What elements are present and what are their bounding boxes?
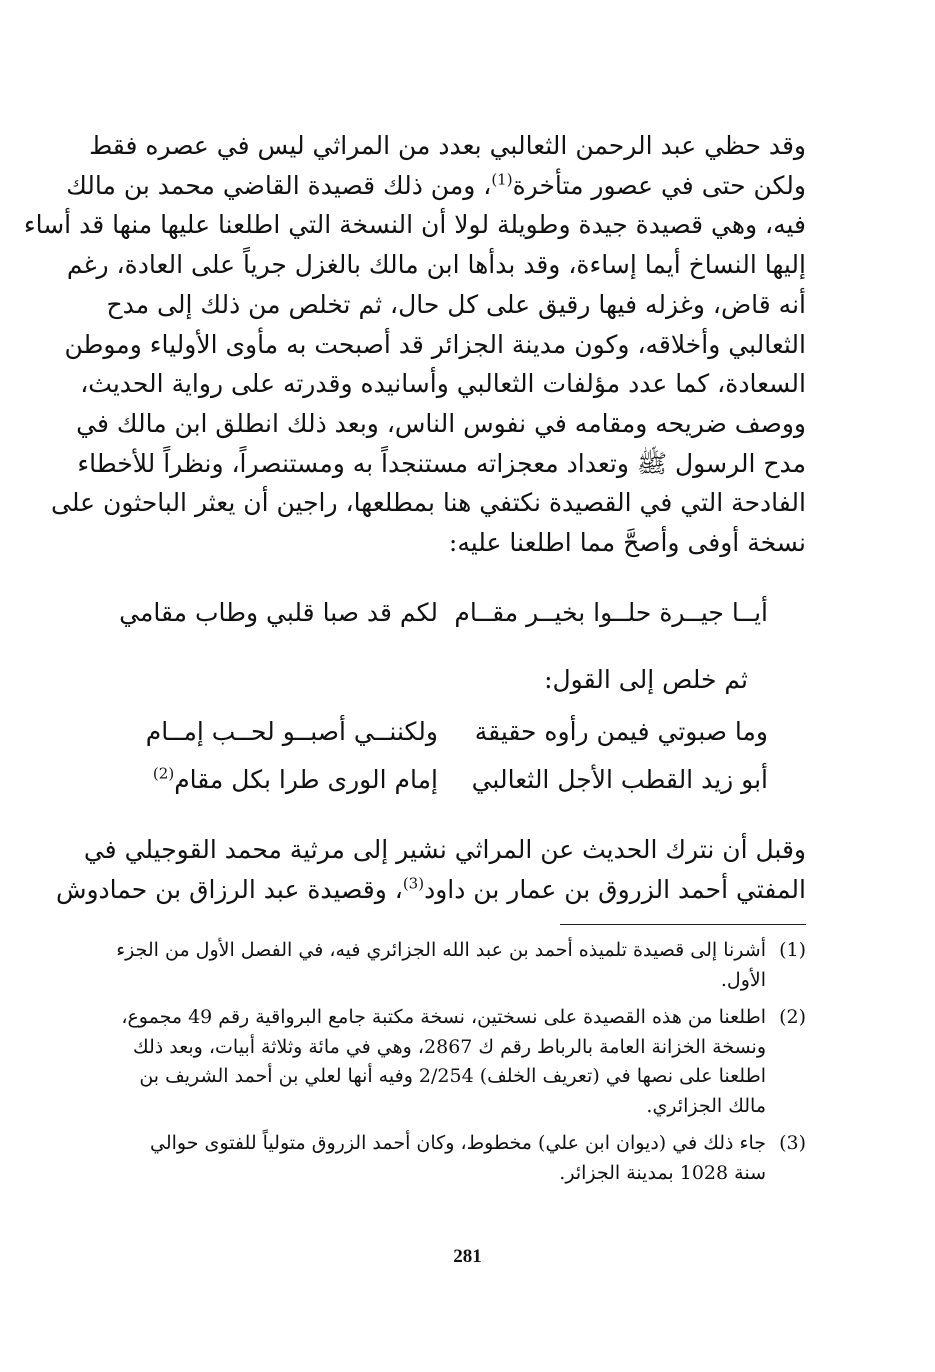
footnote-text [100, 936, 766, 995]
footnote-1 [100, 936, 806, 995]
text-line: ولكن حتى في عصور متأخرة$^{(1)}$، ومن ذلك قصيدة القاضي محمد بن مالك [66, 170, 806, 200]
text-line: أنه قاض، وغزله فيها رقيق على كل حال، ثم تخلص من ذلك إلى مدح [106, 289, 806, 319]
footnote-line: الأول. [720, 968, 766, 991]
text-line: وقبل أن نترك الحديث عن المراثي نشير إلى مرثية محمد القوجيلي في [83, 835, 806, 864]
verse-second-hemistich: ولكننــي أصبــو لحــب إمــام [145, 717, 438, 746]
verse-second-hemistich: لكم قد صبا قلبي وطاب مقامي [119, 598, 438, 627]
text-segment: إمام الورى طرا بكل مقام [174, 765, 438, 794]
footnote-3 [100, 1129, 806, 1188]
verse-first-hemistich: أيــا جيــرة حلــوا بخيــر مقــام [454, 598, 768, 627]
footnote-line: اطلعنا على نصها في (تعريف الخلف) 2/254 وفيه أنها لعلي بن أحمد الشريف بن [139, 1065, 766, 1087]
footnote-line: مالك الجزائري. [646, 1094, 766, 1117]
footnote-line: ونسخة الخزانة العامة بالرباط رقم ك 2867، وهي في مائة وثلاثة أبيات، وبعد ذلك [132, 1035, 766, 1058]
verse-line [100, 708, 806, 756]
footnote-number: (3) [779, 1132, 806, 1154]
verse-line [100, 756, 806, 804]
verse-first-hemistich: وما صبوتي فيمن رأوه حقيقة [474, 717, 768, 746]
text-line: المفتي أحمد الزروق بن عمار بن داود$^{(3)}$، وقصيدة عبد الرزاق بن حمادوش [55, 874, 806, 904]
text-segment: المفتي أحمد الزروق بن عمار بن داود [424, 874, 806, 904]
footnote-line: اطلعنا من هذه القصيدة على نسختين، نسخة مكتبة جامع البرواقية رقم 49 مجموع، [121, 1006, 766, 1028]
footnote-2 [100, 1003, 806, 1121]
text-line: الفادحة التي في القصيدة نكتفي هنا بمطلعها، راجين أن يعثر الباحثون على [51, 488, 806, 518]
verse-line [100, 589, 806, 637]
transition-text: ثم خلص إلى القول: [544, 665, 748, 694]
text-segment: ، وقصيدة عبد الرزاق بن حمادوش [55, 874, 403, 904]
closing-paragraph [55, 830, 806, 909]
text-line: نسخة أوفى وأصحَّ مما اطلعنا عليه: [448, 528, 806, 558]
footnote-text [100, 1129, 766, 1188]
footnote-line: جاء ذلك في (ديوان ابن علي) مخطوط، وكان أحمد الزروق متولياً للفتوى حوالي [150, 1132, 766, 1154]
text-line: فيه، وهي قصيدة جيدة وطويلة لولا أن النسخة التي اطلعنا عليها منها قد أساء [23, 210, 806, 240]
text-segment: ، ومن ذلك قصيدة القاضي محمد بن مالك [66, 170, 492, 200]
footnote-line: أشرنا إلى قصيدة تلميذه أحمد بن عبد الله الجزائري فيه، في الفصل الأول من الجزء [116, 939, 766, 961]
verse-second-hemistich: إمام الورى طرا بكل مقام$^{(2)}$ [152, 764, 438, 794]
opening-verse [100, 589, 806, 637]
footnote-ref-1: 1 [497, 170, 507, 189]
text-line: إليها النساخ أيما إساءة، وقد بدأها ابن مالك بالغزل جرياً على العادة، رغم [66, 250, 806, 280]
main-verses [100, 708, 806, 804]
text-segment: ولكن حتى في عصور متأخرة [512, 170, 806, 200]
text-line: مدح الرسول ﷺ وتعداد معجزاته مستنجداً به ومستنصراً، ونظراً للأخطاء [77, 448, 806, 478]
text-line: ووصف ضريحه ومقامه في نفوس الناس، وبعد ذلك انطلق ابن مالك في [76, 408, 806, 438]
footnote-ref-3: 3 [408, 874, 419, 893]
footnote-separator [560, 924, 806, 925]
footnote-text [100, 1003, 766, 1121]
footnotes [100, 936, 806, 1196]
text-line: الثعالبي وأخلاقه، وكون مدينة الجزائر قد أصبحت به مأوى الأولياء وموطن [64, 329, 806, 359]
footnote-number: (1) [779, 939, 806, 961]
page-number: 281 [453, 1246, 482, 1267]
text-line: السعادة، كما عدد مؤلفات الثعالبي وأسانيده وقدرته على رواية الحديث، [80, 369, 806, 399]
footnote-ref-2: 2 [158, 764, 169, 783]
text-line: وقد حظي عبد الرحمن الثعالبي بعدد من المراثي ليس في عصره فقط [89, 131, 806, 160]
intro-paragraph [23, 126, 806, 563]
footnote-line: سنة 1028 بمدينة الجزائر. [559, 1161, 766, 1184]
verse-first-hemistich: أبو زيد القطب الأجل الثعالبي [471, 765, 768, 794]
footnote-number: (2) [779, 1006, 806, 1028]
